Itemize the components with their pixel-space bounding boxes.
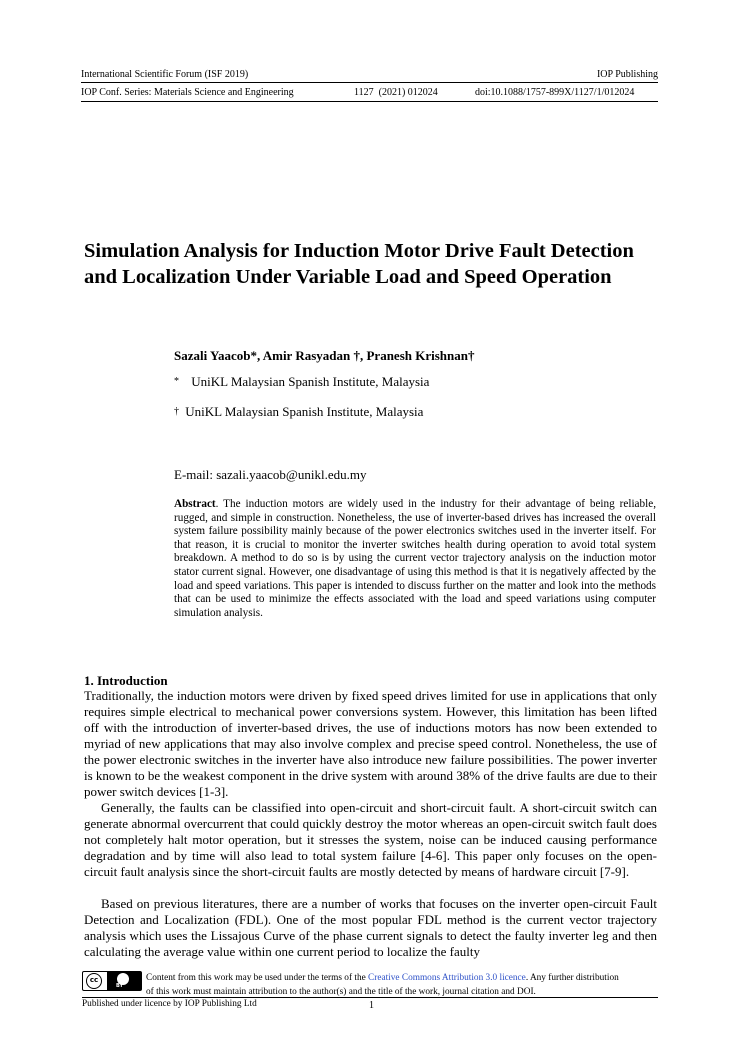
by-label: BY (116, 983, 124, 989)
affiliation-mark: * (174, 376, 179, 387)
journal-series: IOP Conf. Series: Materials Science and Engineering (81, 87, 294, 98)
license-prefix: Content from this work may be used under the terms of the (146, 973, 369, 983)
publisher-name: IOP Publishing (596, 69, 658, 80)
paragraph-1: Traditionally, the induction motors were driven by fixed speed drives limited for use in applications that only requires simple electrical to mechanical power conversions system. However, this limitation has been lifted off with the introduction of inverter-based drives, the use of inductions motors has now been extended to myriad of new applications that may also involve complex and precise speed control. Nonetheless, the use of the power electronic switches in the inverter have also introduce new failure possibilities. The power inverter is known to be the weakest component in the drive system with around 38% of the drive faults are due to their power switch devices [1-3]. (84, 688, 657, 799)
abstract-text: . The induction motors are widely used in the industry for their advantage of being reliable, rugged, and simple in construction. Nonetheless, the use of inverter-based drives has increased the overall system failure possibility mainly because of the power electronics switches used in the inverter itself. For that reason, it is crucial to monitor the inverter switches health during operation to avoid total system breakdown. A method to do so is by using the current vector trajectory analysis on the induction motor stator current signal. However, one disadvantage of using this method is that it is negatively affected by the load and speed variations. This paper is intended to discuss further on the matter and look into the methods that can be used to minimize the effects associated with the load and speed variations using computer simulation analysis. (174, 498, 656, 619)
section-heading: 1. Introduction (84, 673, 168, 688)
doi-link[interactable]: doi:10.1088/1757-899X/1127/1/012024 (475, 87, 635, 98)
volume-info: 1127 (2021) 012024 (354, 87, 438, 98)
page-number: 1 (369, 1000, 374, 1011)
contact-email[interactable]: E-mail: sazali.yaacob@unikl.edu.my (174, 467, 367, 482)
license-line-1 (146, 972, 619, 985)
paragraph-3: Based on previous literatures, there are a number of works that focuses on the inverter open-circuit Fault Detection and Localization (FDL). One of the most popular FDL method is the current vector trajectory analysis which uses the Lissajous Curve of the phase current signals to detect the faulty inverter leg and then calculating the average value within one current period to localize the faulty (84, 896, 657, 959)
paper-title: Simulation Analysis for Induction Motor Drive Fault Detection and Localization Under Variable Load and Speed Operation (84, 240, 634, 288)
conference-name: International Scientific Forum (ISF 2019) (81, 69, 249, 80)
affiliation-text: UniKL Malaysian Spanish Institute, Malaysia (191, 374, 430, 389)
author-list: Sazali Yaacob*, Amir Rasyadan †, Pranesh Krishnan† (174, 348, 475, 363)
publisher-line: Published under licence by IOP Publishing Ltd (82, 999, 257, 1009)
abstract-label: Abstract (174, 498, 216, 510)
affiliation-mark: † (174, 406, 179, 417)
footer-divider (82, 997, 658, 998)
license-suffix: . Any further distribution (525, 973, 619, 983)
affiliation-1 (174, 374, 429, 390)
license-line-2: of this work must maintain attribution to the author(s) and the title of the work, journal citation and DOI. (146, 987, 536, 997)
cc-icon: cc (86, 973, 102, 989)
cc-by-license-icon[interactable] (82, 971, 142, 991)
header-divider (81, 82, 658, 83)
affiliation-text: UniKL Malaysian Spanish Institute, Malaysia (185, 404, 424, 419)
license-link[interactable]: Creative Commons Attribution 3.0 licence (368, 973, 526, 983)
header-divider-bottom (81, 101, 658, 102)
affiliation-2 (174, 404, 423, 420)
paragraph-2: Generally, the faults can be classified into open-circuit and short-circuit fault. A short-circuit switch can generate abnormal overcurrent that could quickly destroy the motor whereas an open-circuit switch fault does not completely halt motor operation, but it stresses the system, noise can be induced causing performance degradation and by time will also lead to total system failure [4-6]. This paper only focuses on the open-circuit fault analysis since the short-circuit faults are mostly detected by means of hardware circuit [7-9]. (84, 800, 657, 879)
abstract (174, 498, 656, 620)
